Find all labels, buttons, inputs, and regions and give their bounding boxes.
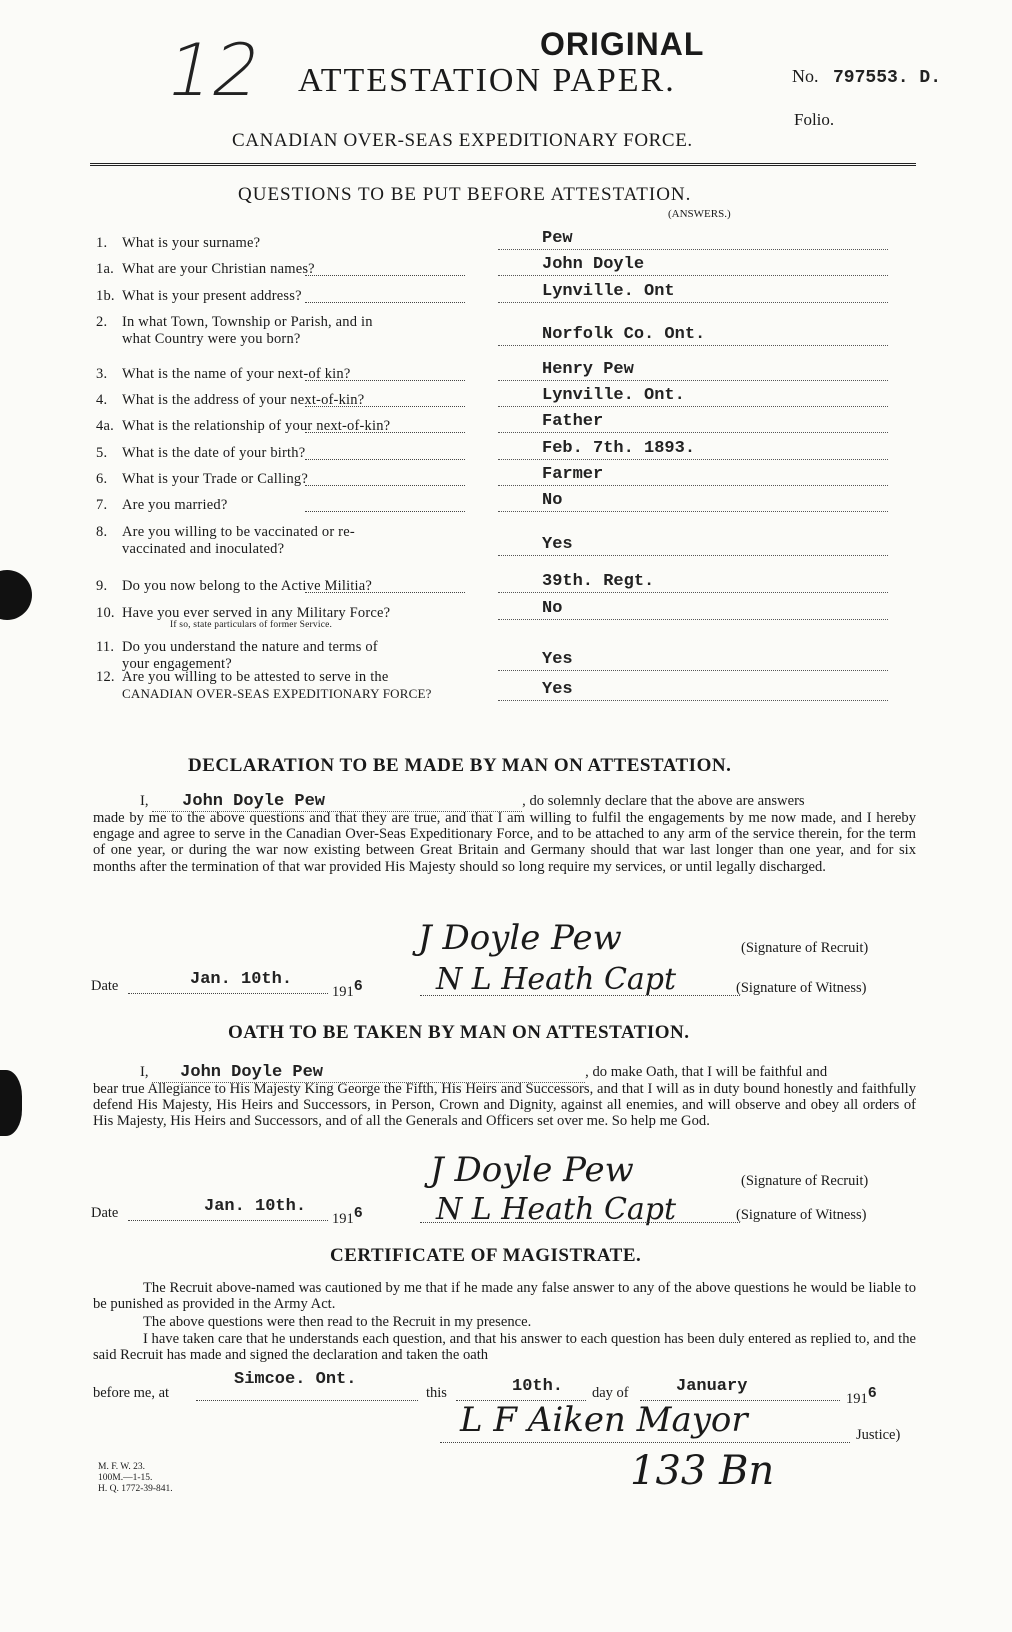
question-number: 8. <box>96 524 108 540</box>
question-item <box>96 288 302 305</box>
answer-value: Lynville. Ont. <box>542 386 685 405</box>
question-text-continued: CANADIAN OVER-SEAS EXPEDITIONARY FORCE? <box>122 686 432 701</box>
question-number: 4. <box>96 392 108 408</box>
declaration-witness-line <box>420 995 740 996</box>
answer-line <box>498 380 888 381</box>
question-number: 11. <box>96 639 115 655</box>
question-leader-dots <box>305 380 465 381</box>
question-leader-dots <box>305 275 465 276</box>
answer-value: Lynville. Ont <box>542 282 675 301</box>
oath-year <box>332 1205 363 1228</box>
question-text: In what Town, Township or Parish, and in <box>122 314 373 330</box>
answer-line <box>498 345 888 346</box>
question-text: What is the name of your next-of kin? <box>122 366 351 382</box>
oath-heading: OATH TO BE TAKEN BY MAN ON ATTESTATION. <box>228 1022 690 1043</box>
question-number: 1. <box>96 235 108 251</box>
punch-hole-bottom <box>0 1070 22 1136</box>
folio-label: Folio. <box>794 110 835 129</box>
number-value: 797553. D. <box>833 68 942 88</box>
answer-line <box>498 555 888 556</box>
answer-value: Yes <box>542 650 573 669</box>
place-line <box>196 1400 418 1401</box>
form-code <box>98 1462 173 1495</box>
question-leader-dots <box>305 592 465 593</box>
oath-witness-line <box>420 1222 740 1223</box>
question-number: 3. <box>96 366 108 382</box>
question-item <box>96 639 378 656</box>
certificate-place: Simcoe. Ont. <box>234 1370 357 1389</box>
header-rule <box>90 163 916 166</box>
question-text: What is the relationship of your next-of-kin? <box>122 418 391 434</box>
this-label: this <box>426 1385 447 1401</box>
oath-year-prefix: 191 <box>332 1210 354 1227</box>
declaration-date-label: Date <box>91 978 119 994</box>
battalion-annotation: 133 Bn <box>630 1448 775 1494</box>
oath-intro-line <box>140 1063 918 1083</box>
question-leader-dots <box>305 432 465 433</box>
declaration-body-start: , do solemnly declare that the above are answers <box>522 793 805 809</box>
answer-value: Henry Pew <box>542 360 634 379</box>
justice-line <box>440 1442 850 1443</box>
question-number: 1a. <box>96 261 114 277</box>
question-text: What is your Trade or Calling? <box>122 471 309 487</box>
question-text: What is your present address? <box>122 288 302 304</box>
question-text: What are your Christian names? <box>122 261 315 277</box>
question-leader-dots <box>305 302 465 303</box>
certificate-year-prefix: 191 <box>846 1390 868 1407</box>
question-number: 12. <box>96 669 115 685</box>
oath-witness-signature: N L Heath Capt <box>436 1192 677 1227</box>
declaration-witness-label: (Signature of Witness) <box>736 980 867 996</box>
answer-value: Farmer <box>542 465 604 484</box>
certificate-p3: I have taken care that he understands each question, and that his answer to each question has been duly entered as replied to, and the said Recruit has made and signed the declaration and taken the oath <box>93 1331 916 1364</box>
answer-value: No <box>542 599 563 618</box>
question-text: Do you now belong to the Active Militia? <box>122 578 373 594</box>
question-leader-dots <box>305 511 465 512</box>
answer-value: Yes <box>542 680 573 699</box>
question-text: What is the date of your birth? <box>122 445 306 461</box>
declaration-recruit-signature: J Doyle Pew <box>418 918 622 958</box>
question-number: 7. <box>96 497 108 513</box>
force-title: CANADIAN OVER-SEAS EXPEDITIONARY FORCE. <box>232 130 693 151</box>
answer-line <box>498 432 888 433</box>
question-text-continued: your engagement? <box>122 656 232 672</box>
declaration-year-suffix: 6 <box>353 978 363 995</box>
number-label: No. <box>792 66 819 86</box>
oath-date-label: Date <box>91 1205 119 1221</box>
answer-line <box>498 302 888 303</box>
oath-year-suffix: 6 <box>353 1205 363 1222</box>
oath-witness-label: (Signature of Witness) <box>736 1207 867 1223</box>
form-code-line1: M. F. W. 23. <box>98 1462 146 1472</box>
certificate-month: January <box>676 1377 748 1396</box>
question-number: 2. <box>96 314 108 330</box>
question-number: 5. <box>96 445 108 461</box>
page-title: ATTESTATION PAPER. <box>298 62 676 99</box>
question-leader-dots <box>305 459 465 460</box>
question-text: Have you ever served in any Military Force? <box>122 605 391 621</box>
question-number: 1b. <box>96 288 115 304</box>
oath-body: bear true Allegiance to His Majesty King George the Fifth, His Heirs and Successors, and that I will as in duty bound honestly and faithfully defend His Majesty, His Heirs and Successors, in Person, Crown and Dignity, against all enemies, and will observe and obey all orders of His Majesty, His Heirs and Successors, and of all the Generals and Officers set over me. So help me God. <box>93 1081 916 1130</box>
oath-body-start: , do make Oath, that I will be faithful and <box>585 1064 828 1080</box>
question-item <box>96 524 355 541</box>
question-item <box>96 445 305 462</box>
question-text: Are you willing to be attested to serve in the <box>122 669 389 685</box>
question-number: 6. <box>96 471 108 487</box>
question-item <box>96 261 315 278</box>
answer-value: Yes <box>542 535 573 554</box>
answer-line <box>498 275 888 276</box>
oath-recruit-label: (Signature of Recruit) <box>741 1173 869 1189</box>
question-text: Do you understand the nature and terms of <box>122 639 378 655</box>
answer-value: Norfolk Co. Ont. <box>542 325 706 344</box>
question-item <box>96 314 373 331</box>
answer-value: No <box>542 491 563 510</box>
answer-value: 39th. Regt. <box>542 572 655 591</box>
question-leader-dots <box>305 485 465 486</box>
answer-line <box>498 406 888 407</box>
question-item <box>96 669 389 686</box>
declaration-witness-signature: N L Heath Capt <box>436 962 677 997</box>
question-item <box>96 471 308 488</box>
question-text-continued: what Country were you born? <box>122 331 301 347</box>
question-number: 4a. <box>96 418 114 434</box>
justice-signature: L F Aiken Mayor <box>460 1400 748 1440</box>
answer-value: Pew <box>542 229 573 248</box>
regimental-number <box>792 66 941 88</box>
declaration-date-line <box>128 993 328 994</box>
certificate-day: 10th. <box>512 1377 564 1396</box>
question-text: Are you married? <box>122 497 228 513</box>
oath-name: John Doyle Pew <box>152 1063 585 1083</box>
handwritten-number: 12 <box>159 28 269 112</box>
certificate-p2: The above questions were then read to the Recruit in my presence. <box>143 1314 532 1330</box>
punch-hole-top <box>0 570 32 620</box>
declaration-intro-line <box>140 792 918 812</box>
declaration-i: I, <box>140 793 149 809</box>
before-me-label: before me, at <box>93 1385 170 1401</box>
oath-i: I, <box>140 1064 149 1080</box>
oath-date-value: Jan. 10th. <box>204 1197 307 1216</box>
answer-line <box>498 670 888 671</box>
answer-value: Father <box>542 412 604 431</box>
questions-heading: QUESTIONS TO BE PUT BEFORE ATTESTATION. <box>238 184 692 205</box>
justice-label: Justice) <box>856 1427 901 1443</box>
day-of-label: day of <box>592 1385 629 1401</box>
answer-line <box>498 249 888 250</box>
certificate-year <box>846 1385 877 1408</box>
question-item <box>96 235 260 252</box>
declaration-year-prefix: 191 <box>332 983 354 1000</box>
question-text: Are you willing to be vaccinated or re- <box>122 524 355 540</box>
answers-label: (ANSWERS.) <box>668 208 731 220</box>
question-text: What is your surname? <box>122 235 261 251</box>
declaration-year <box>332 978 363 1001</box>
form-code-line3: H. Q. 1772-39-841. <box>98 1484 173 1494</box>
original-stamp: ORIGINAL <box>540 26 705 62</box>
answer-value: Feb. 7th. 1893. <box>542 439 696 458</box>
question-text-continued: If so, state particulars of former Service. <box>170 620 333 630</box>
answer-line <box>498 619 888 620</box>
declaration-heading: DECLARATION TO BE MADE BY MAN ON ATTESTATION. <box>188 755 732 776</box>
answer-value: John Doyle <box>542 255 645 274</box>
question-item <box>96 497 227 514</box>
question-number: 9. <box>96 578 108 594</box>
answer-line <box>498 485 888 486</box>
answer-line <box>498 459 888 460</box>
question-text: What is the address of your next-of-kin? <box>122 392 365 408</box>
certificate-year-suffix: 6 <box>867 1385 877 1402</box>
question-number: 10. <box>96 605 115 621</box>
declaration-recruit-label: (Signature of Recruit) <box>741 940 869 956</box>
oath-recruit-signature: J Doyle Pew <box>430 1150 634 1190</box>
answer-line <box>498 592 888 593</box>
certificate-p1: The Recruit above-named was cautioned by me that if he made any false answer to any of the above questions he would be liable to be punished as provided in the Army Act. <box>93 1280 916 1313</box>
form-code-line2: 100M.—1-15. <box>98 1473 153 1483</box>
declaration-name: John Doyle Pew <box>152 792 522 812</box>
question-text-continued: vaccinated and inoculated? <box>122 541 285 557</box>
oath-date-line <box>128 1220 328 1221</box>
answer-line <box>498 511 888 512</box>
answer-line <box>498 700 888 701</box>
question-leader-dots <box>305 406 465 407</box>
declaration-date-value: Jan. 10th. <box>190 970 293 989</box>
certificate-heading: CERTIFICATE OF MAGISTRATE. <box>330 1245 642 1266</box>
declaration-body: made by me to the above questions and that they are true, and that I am willing to fulfil the engagements by me now made, and I hereby engage and agree to serve in the Canadian Over-Seas Expeditionary Force, and to be attached to any arm of the service therein, for the term of one year, or during the war now existing between Great Britain and Germany should that war last longer than one year, and for six months after the termination of that war provided His Majesty should so long require my services, or until legally discharged. <box>93 810 916 875</box>
